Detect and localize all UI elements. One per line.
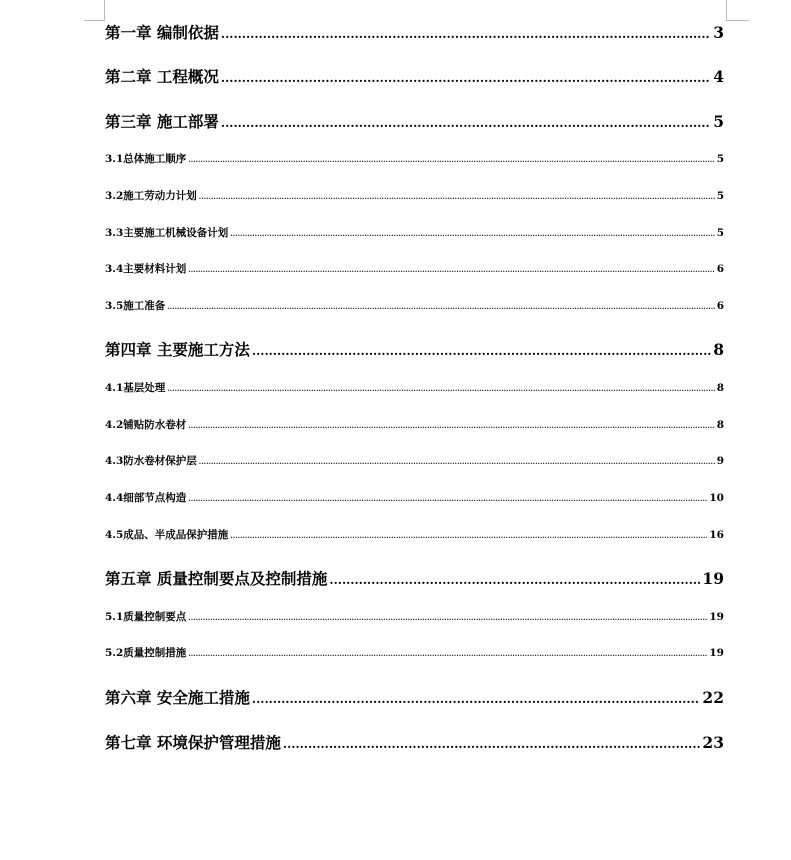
toc-page-number: 8 [716,419,724,431]
toc-page-number: 5 [713,112,724,131]
toc-chapter-entry[interactable] [105,112,724,132]
toc-page-number: 19 [709,611,724,623]
toc-entry-title: 3.5施工准备 [105,300,166,312]
toc-section-entry[interactable] [105,418,724,432]
toc-section-entry[interactable] [105,381,724,395]
toc-entry-title: 第五章 质量控制要点及控制措施 [105,569,328,588]
toc-dot-leader [199,455,715,469]
toc-entry-title: 4.5成品、半成品保护措施 [105,529,229,541]
toc-dot-leader [283,734,701,754]
toc-section-entry[interactable] [105,454,724,468]
toc-dot-leader [188,647,707,661]
toc-section-entry[interactable] [105,528,724,542]
toc-entry-title: 第四章 主要施工方法 [105,340,250,359]
toc-dot-leader [188,492,707,506]
toc-section-entry[interactable] [105,646,724,660]
toc-dot-leader [188,153,714,167]
toc-page-number: 8 [716,382,724,394]
page-corner-mark-left [84,20,105,21]
toc-section-entry[interactable] [105,491,724,505]
toc-page-number: 6 [716,263,724,275]
toc-page-number: 8 [713,340,724,359]
toc-dot-leader [329,570,700,590]
toc-entry-title: 第三章 施工部署 [105,112,219,131]
page-corner-mark-left [104,0,105,20]
toc-section-entry[interactable] [105,299,724,313]
toc-dot-leader [188,419,714,433]
toc-page-number: 23 [702,733,724,752]
page-corner-mark-right [726,0,727,20]
toc-section-entry[interactable] [105,226,724,240]
toc-chapter-entry[interactable] [105,340,724,360]
toc-page-number: 9 [716,455,724,467]
toc-page-number: 6 [716,300,724,312]
toc-page-number: 16 [709,529,724,541]
toc-entry-title: 4.2铺贴防水卷材 [105,419,187,431]
toc-entry-title: 4.3防水卷材保护层 [105,455,197,467]
toc-entry-title: 4.4细部节点构造 [105,492,187,504]
toc-dot-leader [230,227,714,241]
toc-section-entry[interactable] [105,610,724,624]
toc-page-number: 22 [702,688,724,707]
toc-chapter-entry[interactable] [105,67,724,87]
toc-entry-title: 第七章 环境保护管理措施 [105,733,281,752]
toc-entry-title: 5.2质量控制措施 [105,647,187,659]
toc-entry-title: 5.1质量控制要点 [105,611,187,623]
toc-dot-leader [188,611,707,625]
toc-dot-leader [221,68,711,88]
toc-entry-title: 3.4主要材料计划 [105,263,187,275]
toc-chapter-entry[interactable] [105,733,724,753]
toc-page-number: 10 [709,492,724,504]
toc-dot-leader [167,300,714,314]
toc-entry-title: 3.2施工劳动力计划 [105,190,197,202]
toc-page-number: 19 [709,647,724,659]
toc-page-number: 4 [713,67,724,86]
toc-dot-leader [199,190,715,204]
toc-entry-title: 4.1基层处理 [105,382,166,394]
toc-entry-title: 第六章 安全施工措施 [105,688,250,707]
toc-dot-leader [252,689,701,709]
toc-chapter-entry[interactable] [105,23,724,43]
toc-section-entry[interactable] [105,189,724,203]
toc-page-number: 19 [702,569,724,588]
toc-section-entry[interactable] [105,262,724,276]
toc-dot-leader [167,382,714,396]
toc-dot-leader [252,341,711,361]
toc-entry-title: 第二章 工程概况 [105,67,219,86]
toc-page-number: 3 [713,23,724,42]
toc-entry-title: 3.1总体施工顺序 [105,153,187,165]
toc-dot-leader [221,24,711,44]
toc-page-number: 5 [716,190,724,202]
toc-dot-leader [221,113,711,133]
toc-page-number: 5 [716,153,724,165]
page-corner-mark-right [726,20,749,21]
toc-chapter-entry[interactable] [105,688,724,708]
toc-entry-title: 3.3主要施工机械设备计划 [105,227,229,239]
toc-chapter-entry[interactable] [105,569,724,589]
toc-page-number: 5 [716,227,724,239]
toc-section-entry[interactable] [105,152,724,166]
toc-dot-leader [188,263,714,277]
toc-dot-leader [230,529,707,543]
toc-entry-title: 第一章 编制依据 [105,23,219,42]
